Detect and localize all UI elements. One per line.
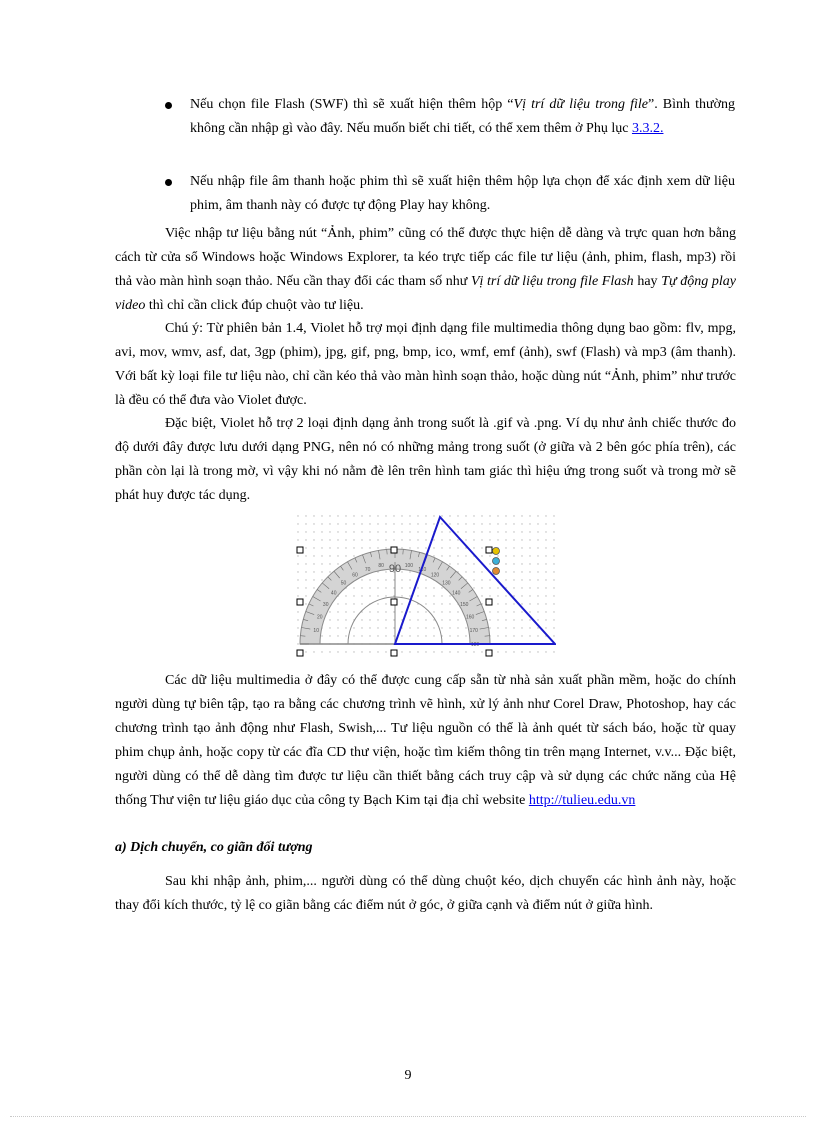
protractor-degree-label: 180 xyxy=(470,642,480,648)
text-run: Việc nhập tư liệu bằng nút “Ảnh, phim” cũng có thể được thực hiện dễ dàng và trực quan hơn bằng cách từ cửa sổ Windows hoặc Windows Explorer, ta kéo trực tiếp các file tư liệu (ảnh, phim, flash, mp3) rồi thả vào màn hình soạn thảo. Nếu cần thay đổi các tham số như xyxy=(115,226,736,289)
protractor-degree-label: 50 xyxy=(340,580,347,587)
paragraph-drag-drop xyxy=(115,222,736,318)
protractor-degree-label: 130 xyxy=(442,580,451,587)
website-link[interactable]: http://tulieu.edu.vn xyxy=(528,793,636,808)
italic-text: Tự động play video xyxy=(115,274,736,313)
bullet-text: Nếu nhập file âm thanh hoặc phim thì sẽ xuất hiện thêm hộp lựa chọn để xác định xem dữ liệu phim, âm thanh này có được tự động Play hay không. xyxy=(190,174,735,213)
text-run: Các dữ liệu multimedia ở đây có thể được cung cấp sẵn từ nhà sản xuất phần mềm, hoặc do chính người dùng tự biên tập, tạo ra bằng các chương trình vẽ hình, xử lý ảnh như Corel Draw, Photoshop, hay các chương trình tạo ảnh động như Flash, Swish,... Tư liệu nguồn có thể là ảnh quét từ sách báo, hoặc từ quay phim chụp ảnh, hoặc copy từ các đĩa CD thư viện, hoặc tìm kiếm thông tin trên mạng Internet, v.v... Đặc biệt, người dùng có thể dễ dàng tìm được tư liệu cần thiết bằng cách truy cập và sử dụng các chức năng của Hệ thống Thư viện tư liệu giáo dục của công ty Bạch Kim tại địa chỉ website xyxy=(115,673,736,808)
section-heading: a) Dịch chuyển, co giãn đối tượng xyxy=(115,840,313,855)
bullet-dot xyxy=(165,102,172,109)
option-handle-icon[interactable] xyxy=(493,568,500,575)
protractor-degree-label: 120 xyxy=(430,572,440,579)
protractor-degree-label: 150 xyxy=(460,602,469,608)
handle-top-left[interactable] xyxy=(297,547,303,553)
page-number: 9 xyxy=(404,1068,412,1083)
text-run: thì chỉ cần click đúp chuột vào tư liệu. xyxy=(145,298,364,313)
protractor-degree-label: 80 xyxy=(378,563,384,570)
bullet-dot xyxy=(165,179,172,186)
protractor-degree-label: 40 xyxy=(330,590,337,597)
protractor-degree-label: 140 xyxy=(452,590,461,597)
paragraph-move-resize: Sau khi nhập ảnh, phim,... người dùng có thể dùng chuột kéo, dịch chuyển các hình ảnh này, hoặc thay đổi kích thước, tỷ lệ co giãn bằng các điểm nút ở góc, ở giữa cạnh và điểm nút ở giữa hình. xyxy=(115,874,736,913)
protractor-90-label: 90 xyxy=(388,563,402,575)
protractor-degree-label: 10 xyxy=(313,628,319,635)
protractor-degree-label: 110 xyxy=(418,566,427,573)
protractor-degree-label: 160 xyxy=(466,614,475,621)
text-run: Nếu chọn file Flash (SWF) thì sẽ xuất hiện thêm hộp “ xyxy=(190,97,514,112)
handle-top-middle[interactable] xyxy=(391,547,397,553)
appendix-link[interactable]: 3.3.2. xyxy=(631,121,664,136)
handle-middle-right[interactable] xyxy=(486,599,492,605)
rotate-handle-icon[interactable] xyxy=(493,548,500,555)
protractor-degree-label: 30 xyxy=(322,602,329,608)
bullet-text xyxy=(190,93,735,141)
protractor-degree-label: 60 xyxy=(352,572,358,579)
footer-divider xyxy=(10,1116,806,1117)
protractor-triangle-figure xyxy=(296,514,556,657)
handle-bottom-left[interactable] xyxy=(297,650,303,656)
handle-top-right[interactable] xyxy=(486,547,492,553)
info-handle-icon[interactable] xyxy=(493,558,500,565)
paragraph-transparent-images: Đặc biệt, Violet hỗ trợ 2 loại định dạng ảnh trong suốt là .gif và .png. Ví dụ như ảnh chiếc thước đo độ dưới đây được lưu dưới dạng PNG, nên nó có những mảng trong suốt (ở giữa và 2 bên góc phía trên), các phần còn lại là trong mờ, vì vậy khi nó nằm đè lên trên hình tam giác thì hiệu ứng trong suốt và trong mờ sẽ phát huy được tác dụng. xyxy=(115,416,736,503)
italic-text: Vị trí dữ liệu trong file xyxy=(513,97,648,112)
handle-bottom-right[interactable] xyxy=(486,650,492,656)
text-run: hay xyxy=(633,274,662,289)
handle-middle-left[interactable] xyxy=(297,599,303,605)
protractor-degree-label: 170 xyxy=(469,628,478,635)
paragraph-multimedia-sources xyxy=(115,669,736,813)
handle-bottom-middle[interactable] xyxy=(391,650,397,656)
protractor-degree-label: 20 xyxy=(317,614,323,621)
protractor-degree-label: 100 xyxy=(404,563,414,570)
handle-center[interactable] xyxy=(391,599,397,605)
protractor-degree-label: 70 xyxy=(364,566,371,573)
paragraph-formats-note: Chú ý: Từ phiên bản 1.4, Violet hỗ trợ mọi định dạng file multimedia thông dụng bao gồm: flv, mpg, avi, mov, wmv, asf, dat, 3gp (phim), jpg, gif, png, bmp, ico, wmf, emf (ảnh), swf (Flash) và mp3 (âm thanh). Với bất kỳ loại file tư liệu nào, chỉ cần kéo thả vào màn hình soạn thảo, hoặc dùng nút “Ảnh, phim” như trước là đều có thể đưa vào Violet được. xyxy=(115,321,736,408)
italic-text: Vị trí dữ liệu trong file Flash xyxy=(470,274,634,289)
text-run: ”. Bình thường không cần nhập gì vào đây. Nếu muốn biết chi tiết, có thể xem thêm ở Phụ lục xyxy=(190,97,736,136)
